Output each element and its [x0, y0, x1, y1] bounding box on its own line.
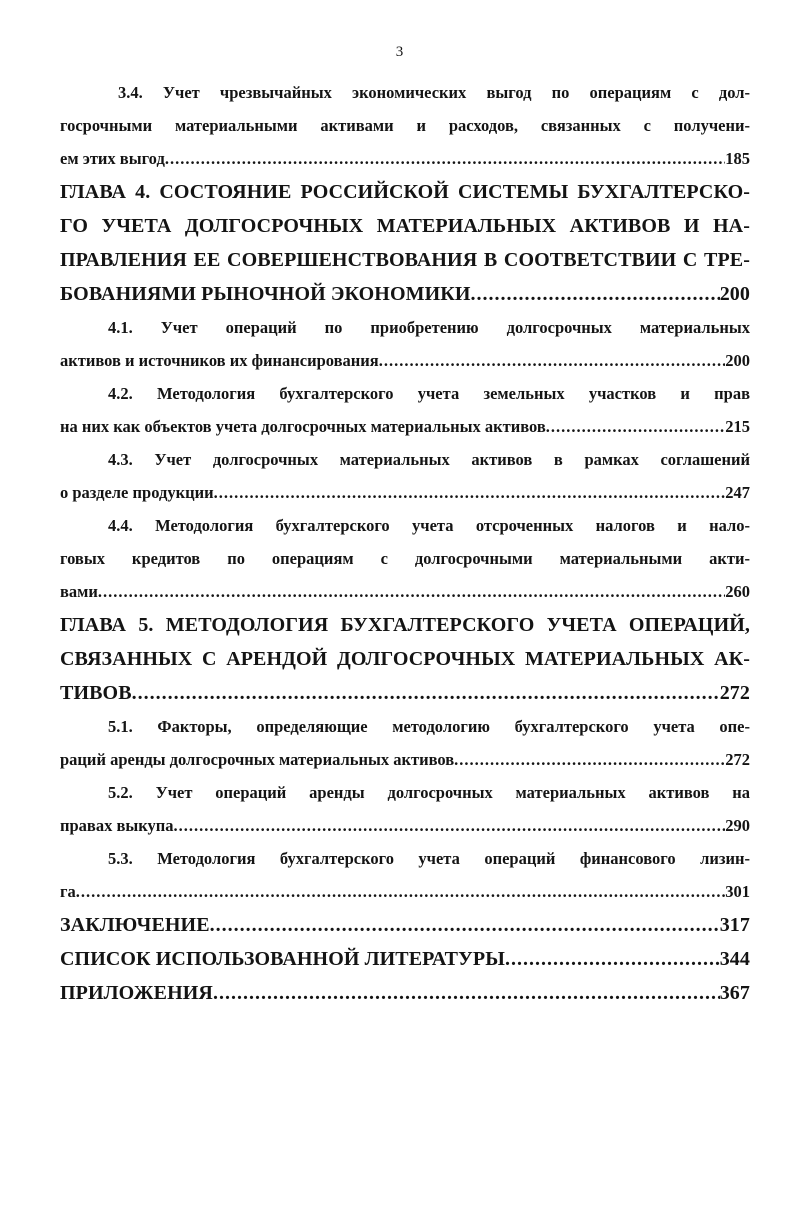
- dot-leader: [76, 875, 726, 908]
- toc-entry-5-2-title-end: правах выкупа: [60, 816, 174, 835]
- toc-entry-5-3-last-line: [60, 875, 750, 908]
- toc-references-line: [60, 942, 750, 976]
- dot-leader: [454, 743, 725, 776]
- toc-entry-4-2-line-1: 4.2. Методология бухгалтерского учета земельных участков и прав: [108, 384, 750, 403]
- dot-leader: [132, 676, 720, 710]
- toc-chapter-5-last-line: [60, 676, 750, 710]
- dot-leader: [546, 410, 725, 443]
- toc-entry-4-1-line-1: 4.1. Учет операций по приобретению долгосрочных материальных: [108, 318, 750, 337]
- toc-entry-3-4-line-2: госрочными материальными активами и расходов, связанных с получени-: [60, 116, 750, 135]
- toc-entry-4-4-line-1: 4.4. Методология бухгалтерского учета отсроченных налогов и нало-: [108, 516, 750, 535]
- toc-chapter-4-line-3: ПРАВЛЕНИЯ ЕЕ СОВЕРШЕНСТВОВАНИЯ В СООТВЕТСТВИИ С ТРЕ-: [60, 249, 750, 271]
- toc-entry-4-4-page: 260: [725, 582, 750, 601]
- toc-entry-4-3-line-1: 4.3. Учет долгосрочных материальных активов в рамках соглашений: [108, 450, 750, 469]
- toc-entry-3-4-title-end: ем этих выгод: [60, 149, 165, 168]
- toc-entry-5-1-page: 272: [725, 750, 750, 769]
- toc-entry-5-3-line-1: 5.3. Методология бухгалтерского учета операций финансового лизин-: [108, 849, 750, 868]
- toc-entry-3-4-line-1: 3.4. Учет чрезвычайных экономических выгод по операциям с дол-: [118, 83, 750, 102]
- toc-entry-4-1-title-end: активов и источников их финансирования: [60, 351, 379, 370]
- dot-leader: [213, 976, 720, 1010]
- toc-entry-3-4-last-line: [60, 142, 750, 175]
- table-of-contents: [60, 76, 750, 1010]
- toc-references-page: 344: [719, 948, 750, 970]
- toc-entry-4-1-last-line: [60, 344, 750, 377]
- toc-entry-4-3-title-end: о разделе продукции: [60, 483, 214, 502]
- toc-entry-5-3-title-end: га: [60, 882, 76, 901]
- toc-entry-5-3-page: 301: [725, 882, 750, 901]
- toc-entry-3-4: [60, 76, 750, 175]
- toc-chapter-5-page: 272: [719, 682, 750, 704]
- toc-chapter-5-line-1: ГЛАВА 5. МЕТОДОЛОГИЯ БУХГАЛТЕРСКОГО УЧЕТА ОПЕРАЦИЙ,: [60, 614, 750, 636]
- toc-entry-4-3: [60, 443, 750, 509]
- toc-appendices-title: ПРИЛОЖЕНИЯ: [60, 982, 213, 1004]
- toc-chapter-5-title-end: ТИВОВ: [60, 682, 132, 704]
- toc-entry-5-2-last-line: [60, 809, 750, 842]
- toc-entry-4-2-title-end: на них как объектов учета долгосрочных материальных активов: [60, 417, 546, 436]
- toc-entry-4-2-last-line: [60, 410, 750, 443]
- toc-appendices: [60, 976, 750, 1010]
- toc-entry-4-1: [60, 311, 750, 377]
- dot-leader: [379, 344, 726, 377]
- toc-entry-3-4-page: 185: [725, 149, 750, 168]
- dot-leader: [165, 142, 725, 175]
- toc-entry-5-1-title-end: раций аренды долгосрочных материальных активов: [60, 750, 455, 769]
- toc-entry-4-4-last-line: [60, 575, 750, 608]
- toc-entry-4-4-title-end: вами: [60, 582, 98, 601]
- dot-leader: [471, 277, 720, 311]
- toc-entry-5-2-page: 290: [725, 816, 750, 835]
- toc-entry-5-2: [60, 776, 750, 842]
- toc-chapter-4-title-end: БОВАНИЯМИ РЫНОЧНОЙ ЭКОНОМИКИ: [60, 283, 471, 305]
- toc-entry-4-4: [60, 509, 750, 608]
- dot-leader: [210, 908, 720, 942]
- page-number: 3: [395, 44, 404, 60]
- toc-chapter-4-line-1: ГЛАВА 4. СОСТОЯНИЕ РОССИЙСКОЙ СИСТЕМЫ БУХГАЛТЕРСКО-: [60, 181, 750, 203]
- toc-chapter-4-page: 200: [719, 283, 750, 305]
- toc-entry-4-4-line-2: говых кредитов по операциям с долгосрочными материальными акти-: [60, 549, 750, 568]
- toc-conclusion-title: ЗАКЛЮЧЕНИЕ: [60, 914, 210, 936]
- toc-entry-5-1-line-1: 5.1. Факторы, определяющие методологию бухгалтерского учета опе-: [108, 717, 750, 736]
- toc-entry-5-1: [60, 710, 750, 776]
- toc-appendices-line: [60, 976, 750, 1010]
- toc-chapter-4-line-2: ГО УЧЕТА ДОЛГОСРОЧНЫХ МАТЕРИАЛЬНЫХ АКТИВОВ И НА-: [60, 215, 750, 237]
- toc-entry-4-1-page: 200: [725, 351, 750, 370]
- toc-entry-4-2-page: 215: [725, 417, 750, 436]
- dot-leader: [98, 575, 725, 608]
- toc-entry-5-3: [60, 842, 750, 908]
- toc-references: [60, 942, 750, 976]
- toc-entry-4-3-last-line: [60, 476, 750, 509]
- toc-conclusion-page: 317: [719, 914, 750, 936]
- toc-entry-5-1-last-line: [60, 743, 750, 776]
- dot-leader: [505, 942, 720, 976]
- toc-chapter-4-last-line: [60, 277, 750, 311]
- toc-conclusion-line: [60, 908, 750, 942]
- toc-references-title: СПИСОК ИСПОЛЬЗОВАННОЙ ЛИТЕРАТУРЫ: [60, 948, 505, 970]
- dot-leader: [174, 809, 726, 842]
- toc-entry-4-3-page: 247: [725, 483, 750, 502]
- toc-chapter-4: [60, 175, 750, 311]
- toc-appendices-page: 367: [719, 982, 750, 1004]
- toc-chapter-5: [60, 608, 750, 710]
- toc-entry-5-2-line-1: 5.2. Учет операций аренды долгосрочных материальных активов на: [108, 783, 750, 802]
- toc-conclusion: [60, 908, 750, 942]
- toc-entry-4-2: [60, 377, 750, 443]
- dot-leader: [214, 476, 726, 509]
- toc-chapter-5-line-2: СВЯЗАННЫХ С АРЕНДОЙ ДОЛГОСРОЧНЫХ МАТЕРИАЛЬНЫХ АК-: [60, 648, 750, 670]
